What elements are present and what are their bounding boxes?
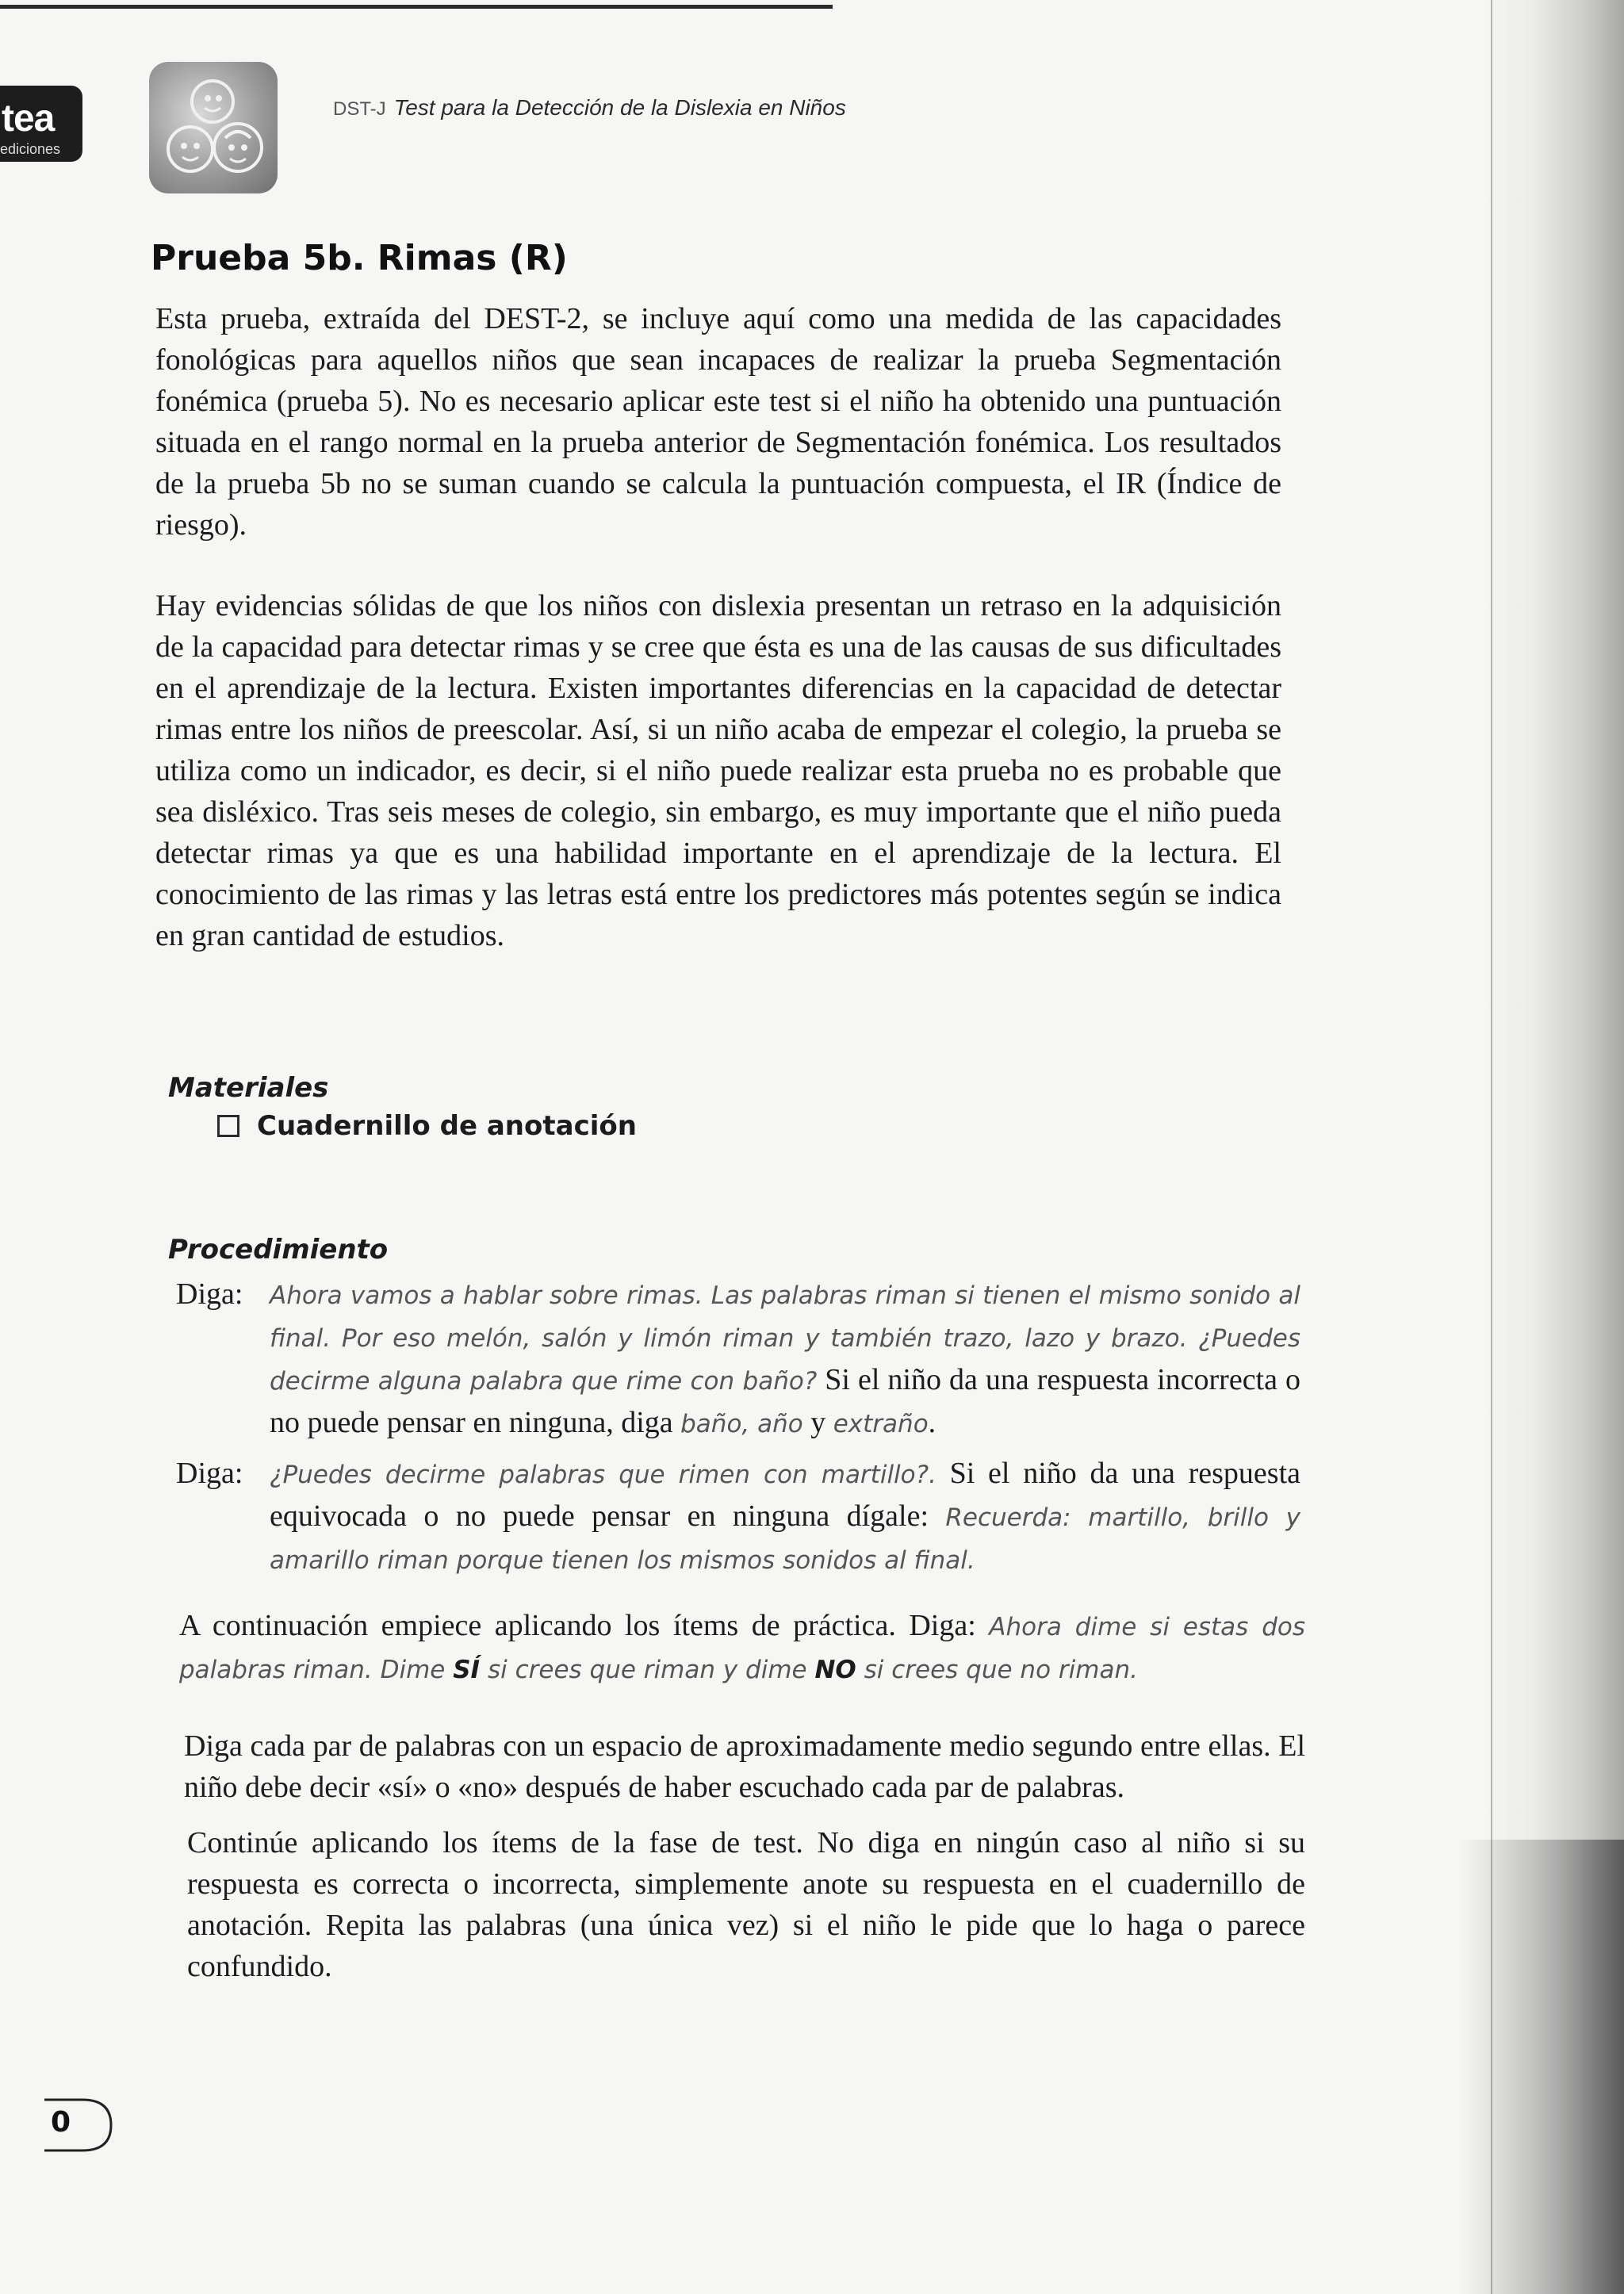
publisher-logo-text: tea (2, 98, 55, 140)
publisher-logo (0, 86, 82, 162)
instruction-text: Si el niño da una respuesta equivocada o no puede pensar en ninguna dígale: (270, 1457, 1300, 1533)
material-item (217, 1110, 637, 1142)
publisher-logo-subtext: ediciones (0, 141, 61, 157)
spoken-text: si crees que no riman. (856, 1656, 1138, 1684)
spoken-text: baño, año (680, 1410, 803, 1438)
say-instruction-2-body (270, 1453, 1300, 1581)
running-header (333, 95, 846, 121)
spoken-text: Recuerda: martillo, brillo y amarillo riman porque tienen los mismos sonidos al final. (270, 1503, 1300, 1575)
material-label: Cuadernillo de anotación (257, 1110, 637, 1142)
procedure-heading: Procedimiento (168, 1234, 389, 1266)
spoken-text: extraño (833, 1410, 929, 1438)
series-title: Test para la Detección de la Dislexia en Niños (393, 95, 846, 120)
spoken-text: Ahora dime si estas dos palabras riman. Dime (179, 1613, 1306, 1684)
spoken-text: ¿Puedes decirme palabras que rimen con martillo?. (270, 1461, 936, 1489)
checkbox-icon (217, 1115, 239, 1137)
pair-instructions: Diga cada par de palabras con un espacio de aproximadamente medio segundo entre ellas. El niño debe decir «sí» o «no» después de haber escuchado cada par de palabras. (184, 1729, 1305, 1804)
page-number (44, 2093, 114, 2157)
materials-heading: Materiales (168, 1072, 329, 1104)
no-keyword: NO (814, 1656, 856, 1684)
say-instruction-1-body (270, 1273, 1300, 1445)
say-label: Diga: (176, 1277, 243, 1311)
test-phase-instructions: Continúe aplicando los ítems de la fase de test. No diga en ningún caso al niño si su respuesta es correcta o incorrecta, simplemente anote su respuesta en el cuadernillo de anotación. Repita las palabras (una única vez) si el niño le pide que lo haga o parece confundido. (187, 1826, 1305, 1983)
spoken-text: Ahora vamos a hablar sobre rimas. Las palabras riman si tienen el mismo sonido al final. Por eso melón, salón y limón riman y también trazo, lazo y brazo. ¿Puedes decirme alguna palabra que rime con baño? (270, 1281, 1300, 1396)
instruction-text: y (802, 1406, 833, 1439)
intro-paragraph-2: Hay evidencias sólidas de que los niños con dislexia presentan un retraso en la adquisición de la capacidad para detectar rimas y se cree que ésta es una de las causas de sus dificultades en el aprendizaje de la lectura. Existen importantes diferencias en la capacidad de detectar rimas entre los niños de preescolar. Así, si un niño acaba de empezar el colegio, la prueba se utiliza como un indicador, es decir, si el niño puede realizar esta prueba no es probable que sea disléxico. Tras seis meses de colegio, sin embargo, es muy importante que el niño pueda detectar rimas ya que es una habilidad importante en el aprendizaje de la lectura. El conocimiento de las rimas y las letras está entre los predictores más potentes según se indica en gran cantidad de estudios. (155, 589, 1281, 952)
series-code: DST-J (333, 98, 386, 120)
instruction-text: . (928, 1406, 936, 1439)
spoken-text: si crees que riman y dime (480, 1656, 815, 1684)
intro-paragraph-1: Esta prueba, extraída del DEST-2, se incluye aquí como una medida de las capacidades fonológicas para aquellos niños que sean incapaces de realizar la prueba Segmentación fonémica (prueba 5). No es necesario aplicar este test si el niño ha obtenido una puntuación situada en el rango normal en la prueba anterior de Segmentación fonémica. Los resultados de la prueba 5b no se suman cuando se calcula la puntuación compuesta, el IR (Índice de riesgo). (155, 302, 1281, 542)
scan-corner-shadow (1459, 1840, 1624, 2294)
instruction-text: A continuación empiece aplicando los ítems de práctica. Diga: (179, 1609, 990, 1642)
practice-instructions (179, 1605, 1305, 1691)
say-label: Diga: (176, 1457, 243, 1490)
page-number-text: 0 (51, 2106, 71, 2139)
top-rule (0, 5, 833, 9)
yes-keyword: SÍ (453, 1656, 481, 1684)
children-illustration-icon (149, 62, 278, 193)
page-title: Prueba 5b. Rimas (R) (151, 238, 568, 278)
instruction-text: Si el niño da una respuesta incorrecta o no puede pensar en ninguna, diga (270, 1363, 1300, 1439)
